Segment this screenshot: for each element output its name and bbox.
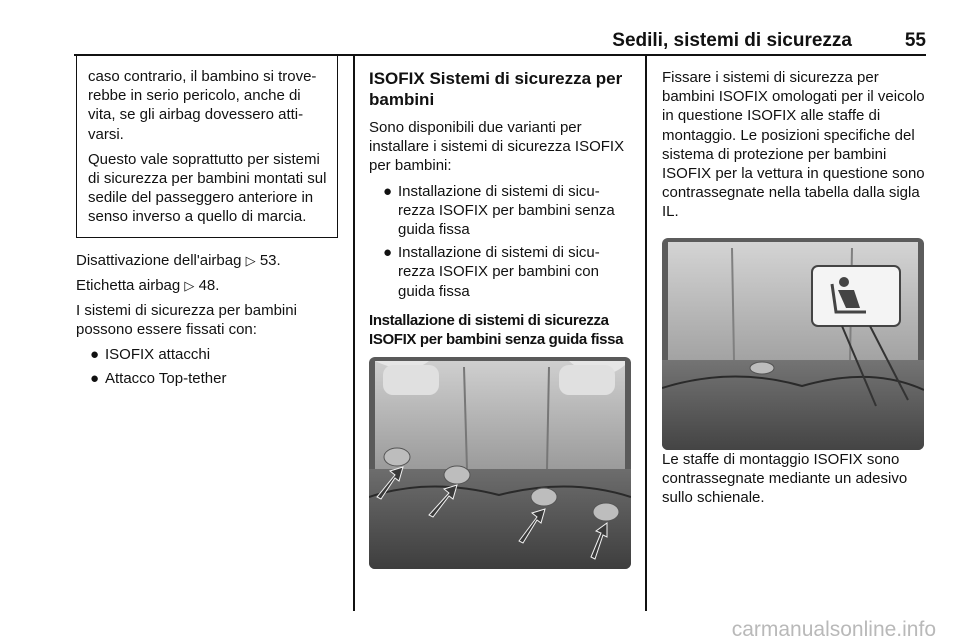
column-divider xyxy=(353,55,355,611)
page-reference-arrow-icon: ▷ xyxy=(245,252,256,268)
notice-paragraph: caso contrario, il bambino si trove-rebbe in serio pericolo, anche di vita, se gli airbag dovessero atti-varsi. xyxy=(88,68,317,143)
notice-box xyxy=(76,55,338,238)
headrest xyxy=(559,365,615,395)
bullet-dot-icon: ● xyxy=(383,244,393,262)
column-right xyxy=(662,68,926,513)
bullet-dot-icon: ● xyxy=(90,346,100,364)
list-item-text: Installazione di sistemi di sicu-rezza ISOFIX per bambini senza guida fissa xyxy=(398,182,615,239)
column-divider xyxy=(645,55,647,611)
list-item xyxy=(76,345,338,364)
page-reference-arrow-icon: ▷ xyxy=(184,277,195,293)
list-item-text: Installazione di sistemi di sicu-rezza ISOFIX per bambini con guida fissa xyxy=(398,244,600,300)
rear-seat-isofix-photo xyxy=(369,357,631,569)
list-item-text: ISOFIX attacchi xyxy=(105,346,211,364)
isofix-anchor xyxy=(444,466,470,484)
watermark: carmanualsonline.info xyxy=(731,618,936,641)
section-heading: ISOFIX Sistemi di sicurezza per bambini xyxy=(369,69,623,109)
list-item xyxy=(369,182,635,240)
isofix-anchor xyxy=(593,503,619,521)
isofix-anchor xyxy=(384,448,410,466)
page-header-title: Sedili, sistemi di sicurezza xyxy=(612,30,852,51)
body-paragraph: Fissare i sistemi di sicurezza per bambini ISOFIX omologati per il veicolo in questione ISOFIX alle staffe di montaggio. Le posizioni specifiche del sistema di protezione per bambini ISOFIX per la vettura in questione sono contrassegnate nella tabella dalla sigla IL. xyxy=(662,69,925,221)
page-number: 55 xyxy=(904,30,926,51)
isofix-anchor xyxy=(750,362,774,374)
bullet-list xyxy=(369,182,635,301)
list-item xyxy=(76,369,338,388)
list-item-text: Attacco Top-tether xyxy=(105,369,227,387)
isofix-sticker-photo xyxy=(662,238,924,450)
bullet-list xyxy=(76,345,338,387)
bullet-dot-icon: ● xyxy=(383,182,393,200)
notice-paragraph: Questo vale soprattutto per sistemi di sicurezza per bambini montati sul sedile del passeggero anteriore in senso inverso a quello di marcia. xyxy=(88,150,327,226)
body-paragraph: I sistemi di sicurezza per bambini possono essere fissati con: xyxy=(76,302,297,339)
isofix-anchor xyxy=(531,488,557,506)
headrest xyxy=(383,365,439,395)
body-paragraph: Sono disponibili due varianti per installare i sistemi di sicurezza ISOFIX per bambini: xyxy=(369,119,625,175)
cross-reference-page: 53. xyxy=(259,251,281,269)
column-left xyxy=(76,55,338,398)
cross-reference-text: Disattivazione dell'airbag xyxy=(76,251,242,269)
figure-caption: Le staffe di montaggio ISOFIX sono contrassegnate mediante un adesivo sullo schienale. xyxy=(662,450,908,507)
cross-reference[interactable] xyxy=(76,276,338,295)
cross-reference[interactable] xyxy=(76,251,338,270)
column-middle xyxy=(369,68,635,569)
list-item xyxy=(369,243,635,301)
subsection-heading: Installazione di sistemi di sicurezza ISOFIX per bambini senza guida fissa xyxy=(369,311,624,348)
cross-reference-page: 48. xyxy=(198,276,220,294)
bullet-dot-icon: ● xyxy=(90,369,100,387)
cross-reference-text: Etichetta airbag xyxy=(76,276,181,294)
